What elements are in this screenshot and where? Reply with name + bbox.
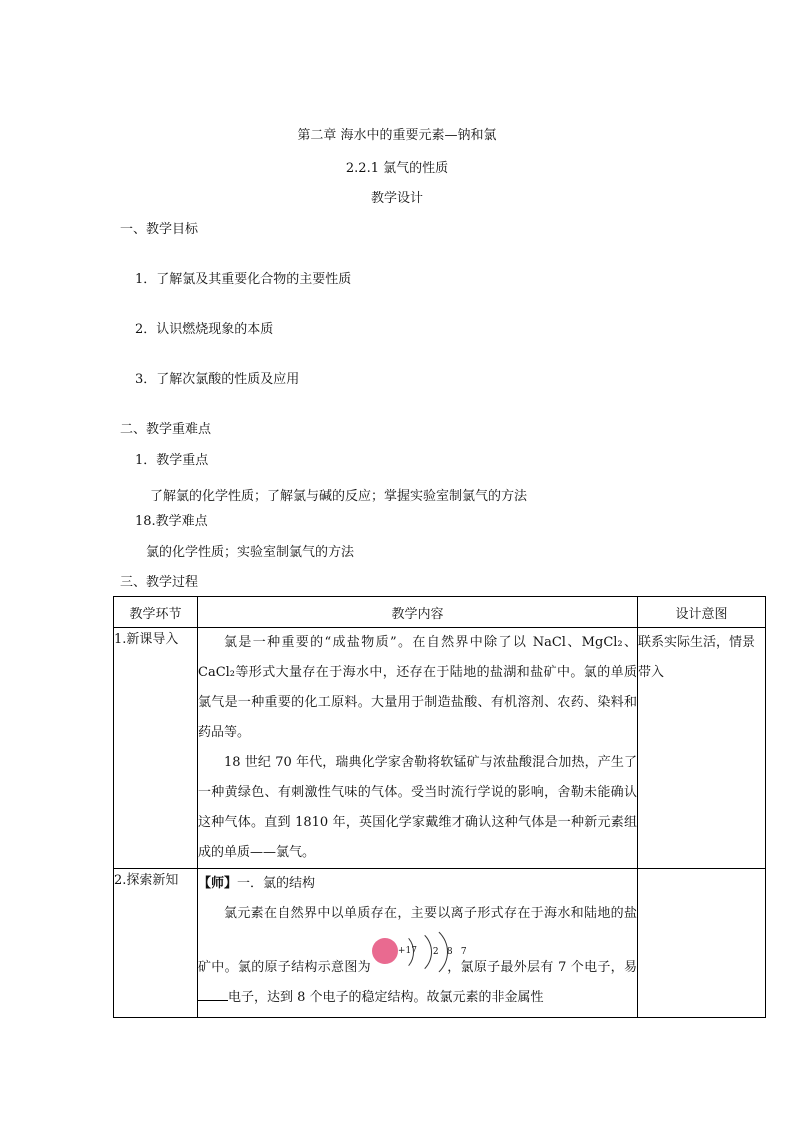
stage-cell: 2.探索新知 [114,869,198,1018]
paragraph-text: 电子，达到 8 个电子的稳定结构。故氯元素的非金属性 [228,990,544,1005]
content-cell [198,628,638,869]
doc-type-title: 教学设计 [370,191,423,206]
objective-item: 2．认识燃烧现象的本质 [135,322,274,337]
shell-electron-count: 8 [446,947,453,957]
section-subtitle: 一．氯的结构 [237,876,316,891]
shell-electron-count: 7 [460,947,467,957]
intent-cell [638,869,766,1018]
section-title: 2.2.1 氯气的性质 [345,161,449,176]
nucleus-charge: +17 [372,938,398,964]
content-paragraph: 18 世纪 70 年代，瑞典化学家舍勒将软锰矿与浓盐酸混合加热，产生了一种黄绿色、有刺激性气味的气体。受当时流行学说的影响，舍勒未能确认这种气体。直到 1810 年，英国化学家戴维才确认这种气体是一种新元素组成的单质——氯气。 [198,755,637,860]
objective-item: 3．了解次氯酸的性质及应用 [135,372,300,387]
chapter-title: 第二章 海水中的重要元素—钠和氯 [297,128,497,143]
fill-in-blank[interactable] [198,986,228,1001]
difficulty-text: 氯的化学性质；实验室制氯气的方法 [146,545,355,560]
objective-item: 1．了解氯及其重要化合物的主要性质 [135,272,352,287]
atom-structure-diagram [371,929,467,983]
column-header: 教学内容 [198,597,638,628]
paragraph-text: ，氯原子最外层有 7 个电子，易 [446,960,637,975]
key-points-heading: 二、教学重难点 [120,422,212,437]
content-paragraph: 氯是一种重要的“成盐物质”。在自然界中除了以 NaCl、MgCl₂、CaCl₂等形式大量存在于海水中，还存在于陆地的盐湖和盐矿中。氯的单质氯气是一种重要的化工原料。大量用于制造盐酸、有机溶剂、农药、染料和药品等。 [198,635,637,740]
column-header: 设计意图 [638,597,766,628]
intent-cell: 联系实际生活，情景带入 [638,628,766,869]
shell-electron-count: 2 [432,947,439,957]
focus-label: 1．教学重点 [135,453,209,468]
lesson-process-table [113,596,766,1018]
content-paragraph [198,899,637,1013]
focus-text: 了解氯的化学性质；了解氯与碱的反应；掌握实验室制氯气的方法 [150,489,528,504]
table-row [114,869,766,1018]
content-cell [198,869,638,1018]
process-heading: 三、教学过程 [120,575,199,590]
teacher-tag: 【师】 [198,876,238,891]
difficulty-label: 18.教学难点 [135,514,208,529]
table-header-row [114,597,766,628]
subtitle-line [198,869,637,899]
column-header: 教学环节 [114,597,198,628]
paragraph-text: 氯元素在自然界中以单质存在，主要以离子形式存在于海水和陆地的盐矿中。氯的原子结构示意图为 [198,906,637,975]
stage-cell: 1.新课导入 [114,628,198,869]
objectives-heading: 一、教学目标 [120,222,199,237]
table-row [114,628,766,869]
